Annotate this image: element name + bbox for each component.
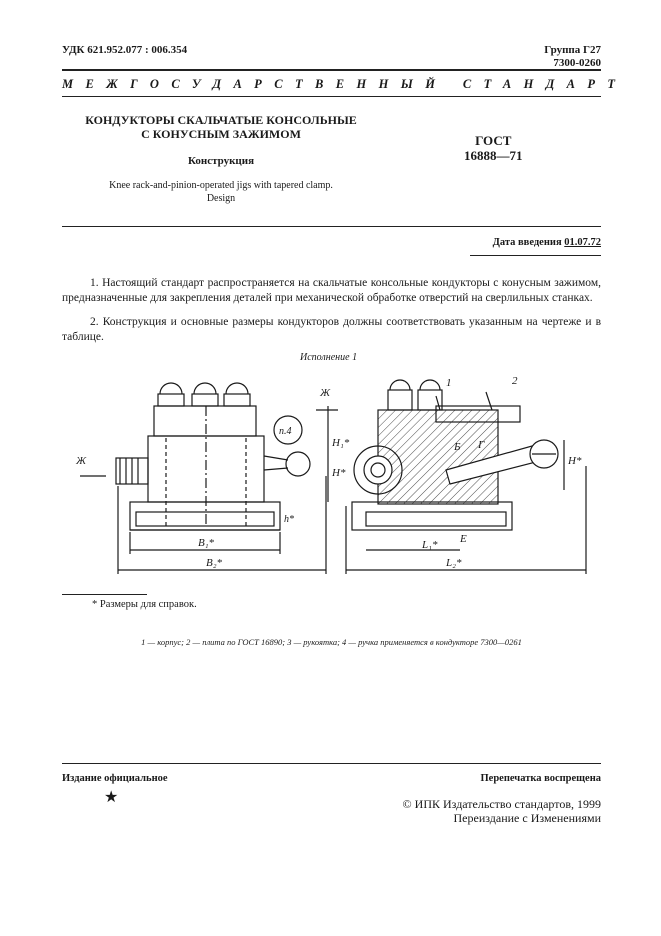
title-en-line-1: Knee rack-and-pinion-operated jigs with tapered clamp. xyxy=(109,180,333,191)
label-b1: B₁* xyxy=(198,537,215,549)
label-l1: L₁* xyxy=(422,539,438,551)
intro-date-value: 01.07.72 xyxy=(564,237,601,248)
reissue-note: Переиздание с Изменениями xyxy=(453,811,601,825)
date-rule xyxy=(470,255,601,256)
label-b2: B₂* xyxy=(206,557,223,569)
introduction-date xyxy=(493,237,601,248)
label-l2: L₂* xyxy=(446,557,462,569)
callout-1: 1 xyxy=(446,377,452,389)
label-h-small: h* xyxy=(284,514,294,525)
paragraph-1: 1. Настоящий стандарт распространяется на скальчатые консольные кондукторы с конусным зажимом, предназначенные для закрепления деталей при механической обработке отверстий на сверлильных станках. xyxy=(62,277,601,304)
group-line-1: Группа Г27 xyxy=(544,44,601,56)
label-h1: H₁* xyxy=(332,437,350,449)
footnote: * Размеры для справок. xyxy=(92,599,197,610)
front-body-top xyxy=(154,406,256,436)
udk-code: УДК 621.952.077 : 006.354 xyxy=(62,44,188,56)
group-code xyxy=(544,44,601,70)
label-g-letter: Г xyxy=(478,439,485,451)
top-rule xyxy=(62,69,601,71)
drawing-legend: 1 — корпус; 2 — плита по ГОСТ 16890; 3 — рукоятка; 4 — ручка применяется в кондукторе 7300—0261 xyxy=(141,637,522,647)
standard-banner: МЕЖГОСУДАРСТВЕННЫЙ СТАНДАРТ xyxy=(62,77,628,91)
label-h: H* xyxy=(332,467,346,479)
banner-rule xyxy=(62,96,601,97)
front-base-step xyxy=(136,512,274,526)
label-zh-left: Ж xyxy=(76,455,87,467)
title-ru-line-2: С КОНУСНЫМ ЗАЖИМОМ xyxy=(141,127,301,141)
gost-label: ГОСТ xyxy=(475,133,512,148)
gost-number: 16888—71 xyxy=(464,148,523,163)
title-rule xyxy=(62,226,601,227)
title-ru xyxy=(62,113,380,141)
copyright: © ИПК Издательство стандартов, 1999 xyxy=(402,797,601,811)
label-p4: п.4 xyxy=(279,426,292,437)
technical-drawing xyxy=(66,366,606,581)
callout-2: 2 xyxy=(512,375,518,387)
label-zh-top: Ж xyxy=(320,387,331,399)
label-h-right: H* xyxy=(568,455,582,467)
copyright-block xyxy=(403,797,601,825)
gost-designation xyxy=(464,133,523,163)
title-en-line-2: Design xyxy=(206,193,236,204)
footer-rule xyxy=(62,763,601,764)
intro-date-label: Дата введения xyxy=(492,237,562,248)
front-knob xyxy=(286,452,310,476)
title-block xyxy=(62,113,380,205)
group-line-2: 7300-0260 xyxy=(553,57,601,69)
footnote-rule xyxy=(62,594,147,595)
title-ru-line-1: КОНДУКТОРЫ СКАЛЬЧАТЫЕ КОНСОЛЬНЫЕ xyxy=(85,113,357,127)
official-edition: Издание официальное xyxy=(62,773,168,784)
reprint-prohibited: Перепечатка воспрещена xyxy=(480,773,601,784)
label-b-letter: Б xyxy=(454,441,461,453)
label-e: E xyxy=(460,533,467,545)
paragraph-2: 2. Конструкция и основные размеры кондукторов должны соответствовать указанным на чертеже и в таблице. xyxy=(62,316,601,343)
drawing-caption: Исполнение 1 xyxy=(300,352,358,363)
title-en xyxy=(62,179,380,205)
star-icon: ★ xyxy=(104,789,119,806)
subtitle-ru: Конструкция xyxy=(187,155,255,167)
